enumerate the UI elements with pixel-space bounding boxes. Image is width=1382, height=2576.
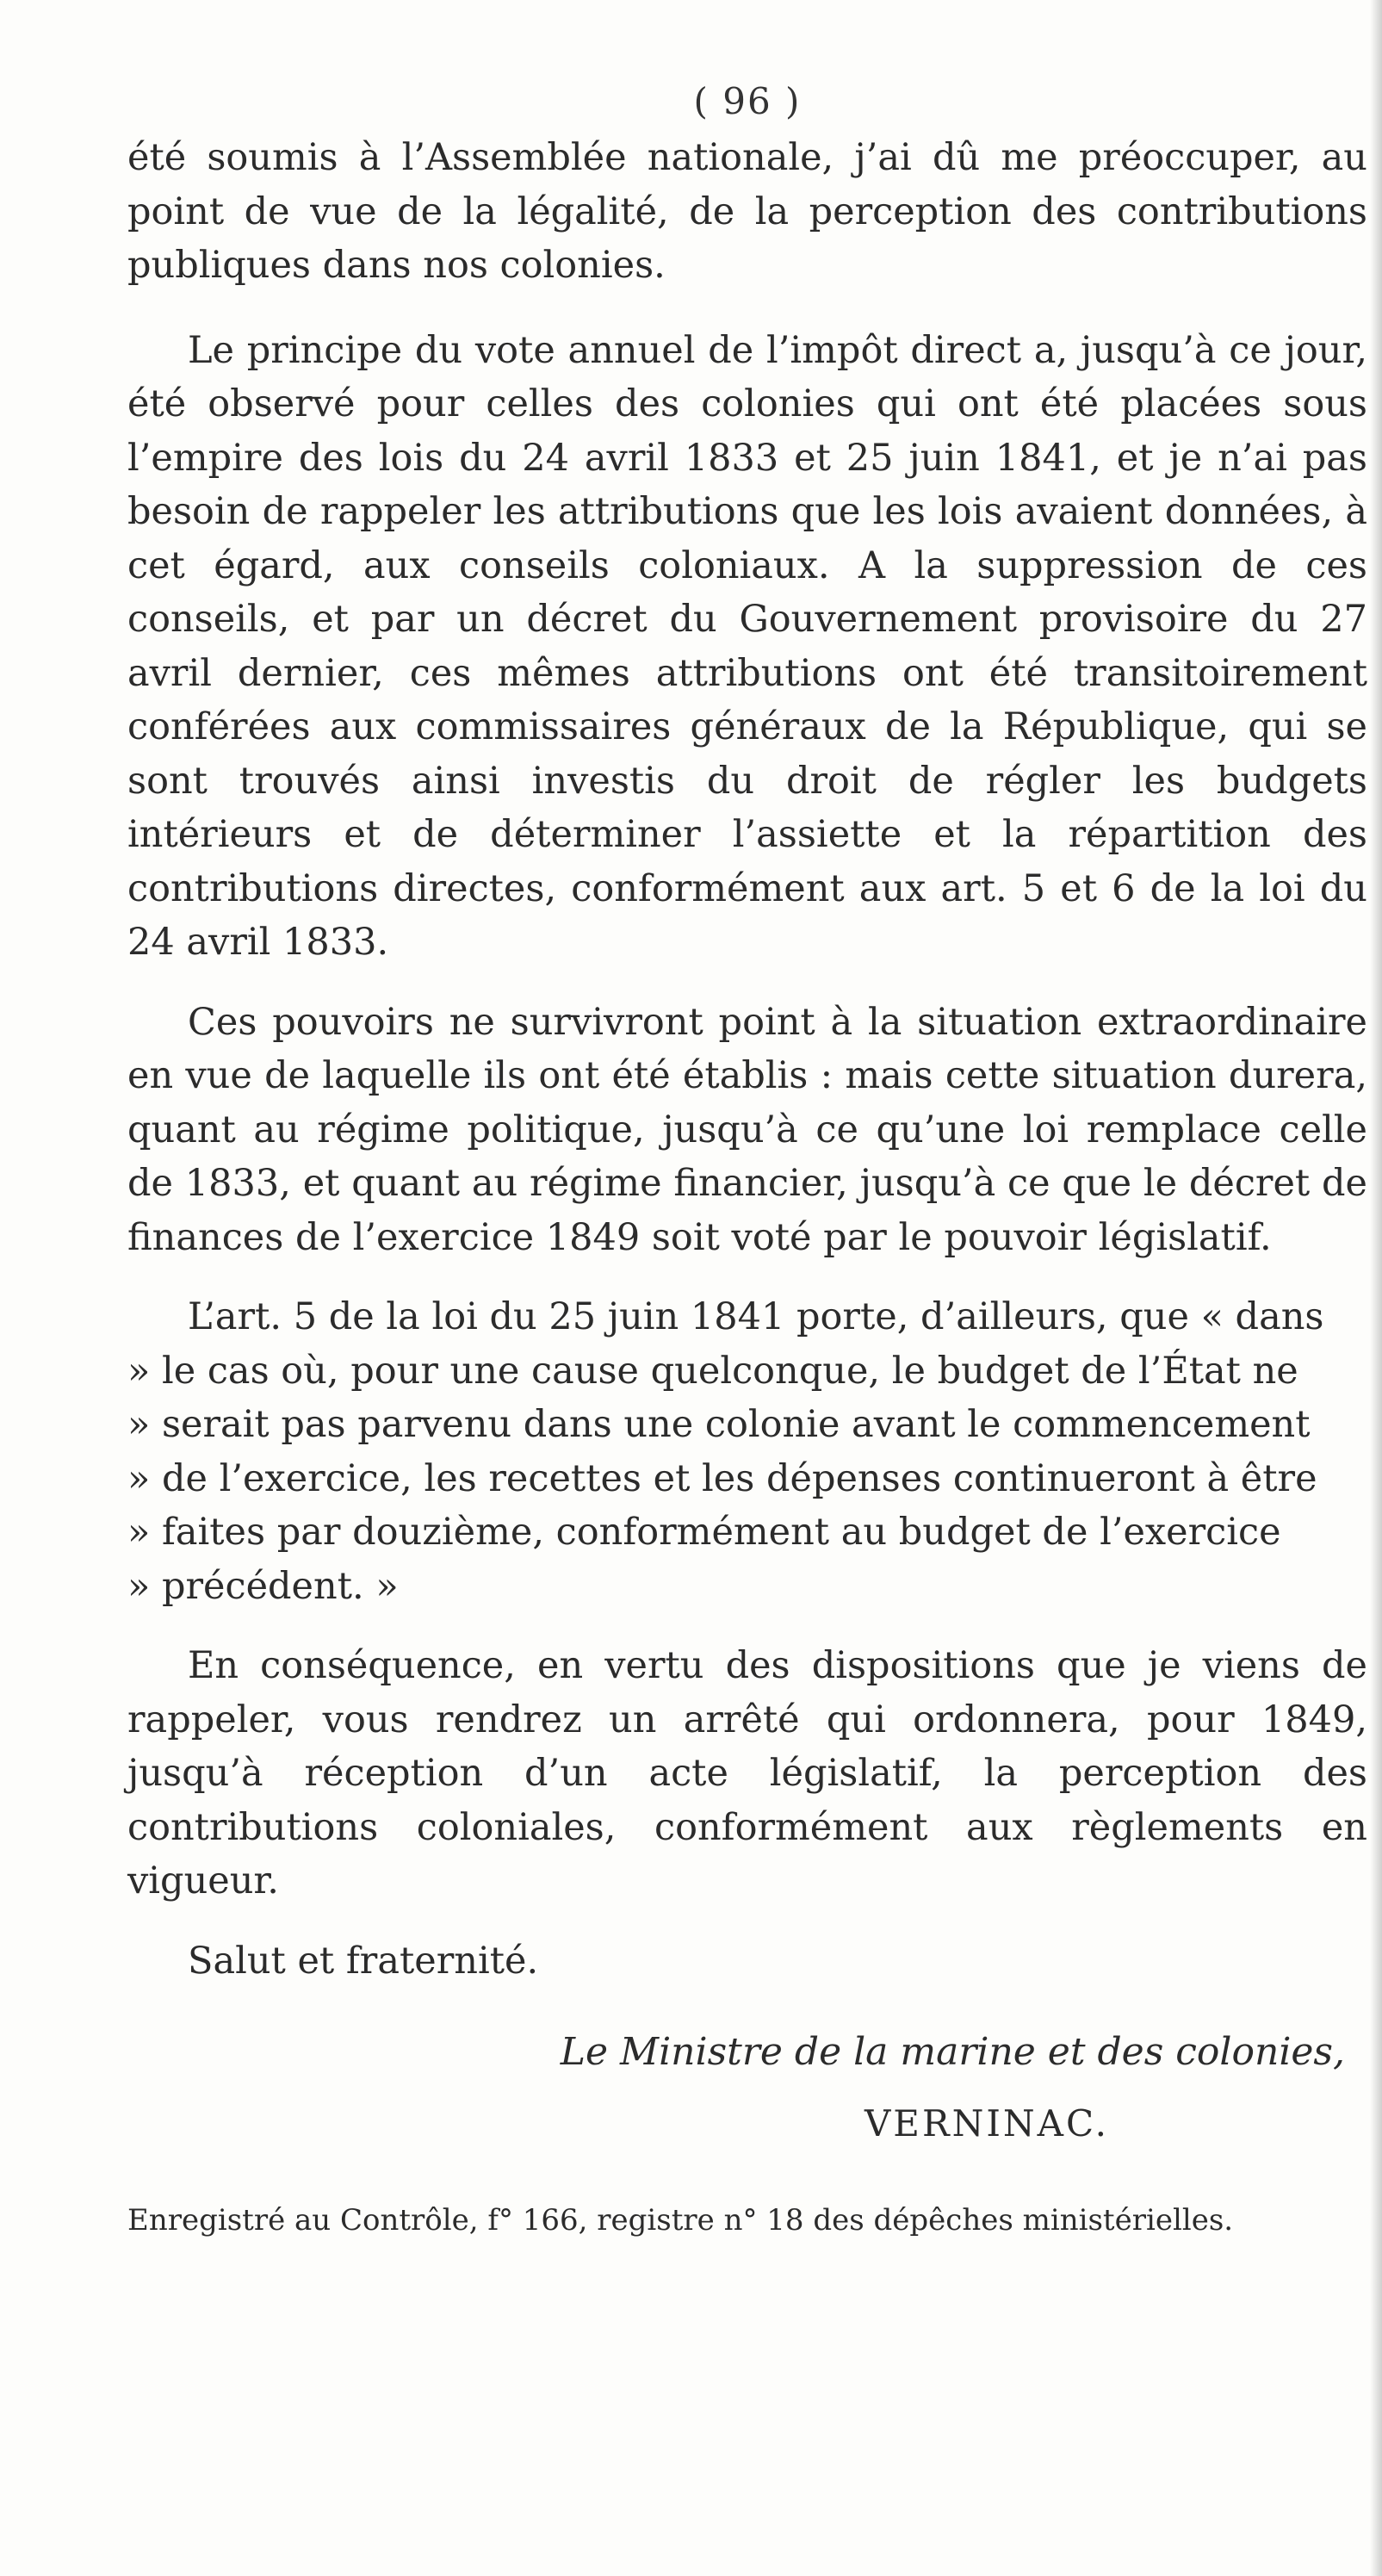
text-column <box>127 78 1367 2532</box>
quote-line: » faites par douzième, conformément au budget de l’exercice <box>127 1511 1281 1554</box>
quote-line: » le cas où, pour une cause quelconque, le budget de l’État ne <box>127 1349 1298 1393</box>
paragraph-opening: été soumis à l’Assemblée nationale, j’ai dû me préoccuper, au point de vue de la légalité, de la perception des contributions publiques dans nos colonies. <box>127 136 1367 287</box>
quote-line: » précédent. » <box>127 1564 399 1608</box>
paragraph-quote <box>127 1290 1367 1613</box>
signature-title: Le Ministre de la marine et des colonies, <box>560 2029 1345 2074</box>
page-number: ( 96 ) <box>693 80 802 122</box>
paragraph-powers: Ces pouvoirs ne survivront point à la situation extraordinaire en vue de laquelle ils ont été établis : mais cette situation durera, quant au régime politique, jusqu’à ce qu’une loi remplace celle de 1833, et quant au régime financier, jusqu’à ce que le décret de finances de l’exercice 1849 soit voté par le pouvoir législatif. <box>127 1000 1367 1259</box>
quote-line: L’art. 5 de la loi du 25 juin 1841 porte, d’ailleurs, que « dans <box>188 1295 1324 1338</box>
closing-salutation: Salut et fraternité. <box>188 1939 539 1983</box>
paragraph-principle: Le principe du vote annuel de l’impôt direct a, jusqu’à ce jour, été observé pour celles des colonies qui ont été placées sous l’empire des lois du 24 avril 1833 et 25 juin 1841, et je n’ai pas besoin de rappeler les attributions que les lois avaient données, à cet égard, aux conseils coloniaux. A la suppression de ces conseils, et par un décret du Gouvernement provisoire du 27 avril dernier, ces mêmes attributions ont été transitoirement conférées aux commissaires généraux de la République, qui se sont trouvés ainsi investis du droit de régler les budgets intérieurs et de déterminer l’assiette et la répartition des contributions directes, conformément aux art. 5 et 6 de la loi du 24 avril 1833. <box>127 328 1367 964</box>
signature-name: VERNINAC. <box>864 2101 1109 2145</box>
paragraph-consequence: En conséquence, en vertu des dispositions que je viens de rappeler, vous rendrez un arrêté qui ordonnera, pour 1849, jusqu’à réception d’un acte législatif, la perception des contributions coloniales, conformément aux règlements en vigueur. <box>127 1644 1367 1903</box>
page-edge-shadow <box>1370 0 1382 2576</box>
quote-line: » serait pas parvenu dans une colonie avant le commencement <box>127 1403 1311 1446</box>
quote-line: » de l’exercice, les recettes et les dépenses continueront à être <box>127 1456 1317 1500</box>
registration-footnote: Enregistré au Contrôle, f° 166, registre n° 18 des dépêches ministérielles. <box>127 2202 1234 2238</box>
